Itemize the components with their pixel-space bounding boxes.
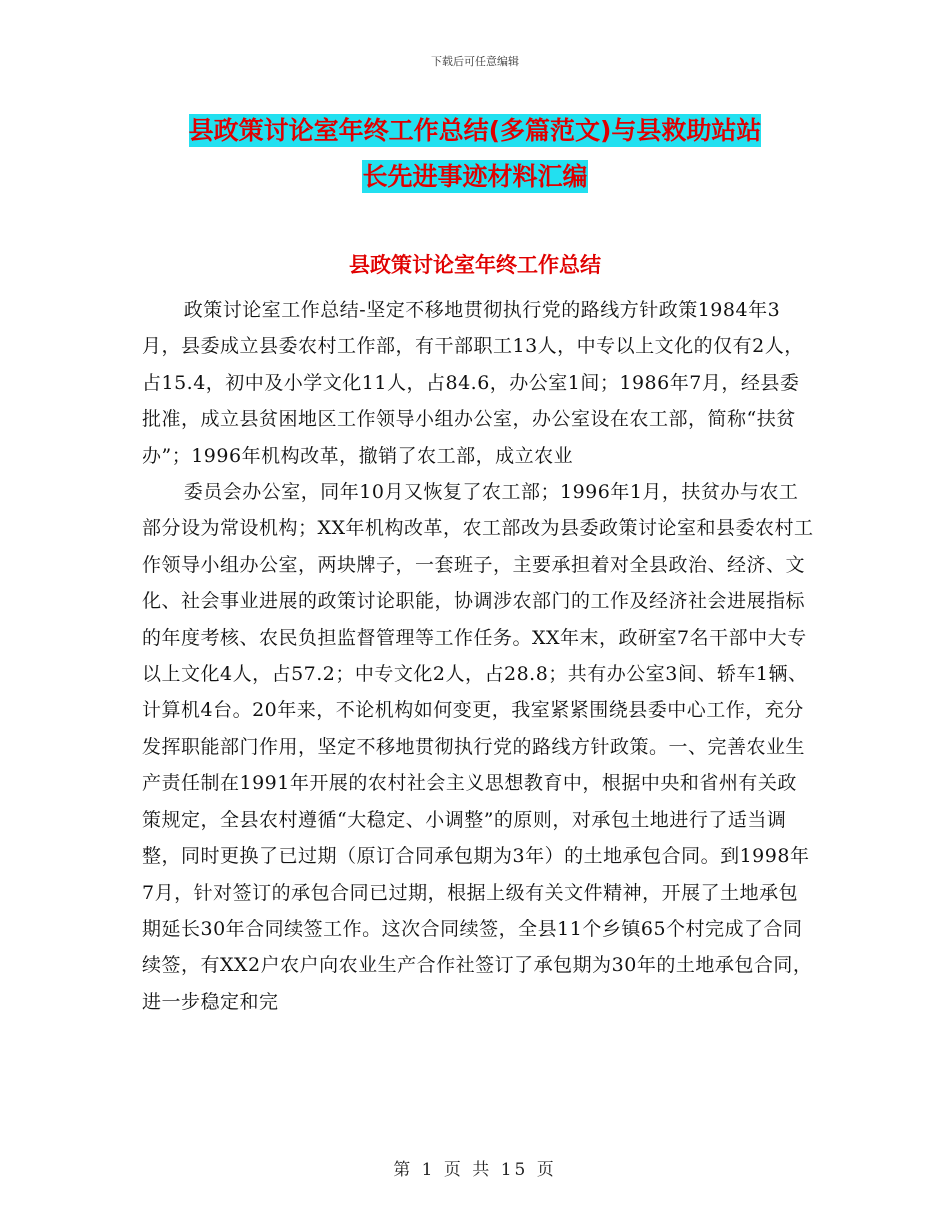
document-title [150,108,800,200]
document-body [142,292,814,1020]
document-title-line-1: 县政策讨论室年终工作总结(多篇范文)与县救助站站 [188,116,762,145]
body-paragraph-2: 委员会办公室，同年10月又恢复了农工部；1996年1月，扶贫办与农工部分设为常设机构；XX年机构改革，农工部改为县委政策讨论室和县委农村工作领导小组办公室，两块牌子，一套班子，主要承担着对全县政治、经济、文化、社会事业进展的政策讨论职能，协调涉农部门的工作及经济社会进展指标的年度考核、农民负担监督管理等工作任务。XX年末，政研室7名干部中大专以上文化4人，占57.2；中专文化2人，占28.8；共有办公室3间、轿车1辆、计算机4台。20年来，不论机构如何变更，我室紧紧围绕县委中心工作，充分发挥职能部门作用，坚定不移地贯彻执行党的路线方针政策。一、完善农业生产责任制在1991年开展的农村社会主义思想教育中，根据中央和省州有关政策规定，全县农村遵循“大稳定、小调整”的原则，对承包土地进行了适当调整，同时更换了已过期（原订合同承包期为3年）的土地承包合同。到1998年7月，针对签订的承包合同已过期，根据上级有关文件精神，开展了土地承包期延长30年合同续签工作。这次合同续签，全县11个乡镇65个村完成了合同续签，有XX2户农户向农业生产合作社签订了承包期为30年的土地承包合同，进一步稳定和完 [142,481,814,1013]
document-title-line-2: 长先进事迹材料汇编 [362,162,588,191]
page-number: 第 1 页 共 15 页 [393,1160,557,1180]
section-title: 县政策讨论室年终工作总结 [349,253,601,277]
body-paragraph-1: 政策讨论室工作总结-坚定不移地贯彻执行党的路线方针政策1984年3月，县委成立县委农村工作部，有干部职工13人，中专以上文化的仅有2人，占15.4，初中及小学文化11人，占84.6，办公室1间；1986年7月，经县委批准，成立县贫困地区工作领导小组办公室，办公室设在农工部，简称“扶贫办”；1996年机构改革，撤销了农工部，成立农业 [142,299,804,467]
header-note: 下载后可任意编辑 [431,55,519,68]
